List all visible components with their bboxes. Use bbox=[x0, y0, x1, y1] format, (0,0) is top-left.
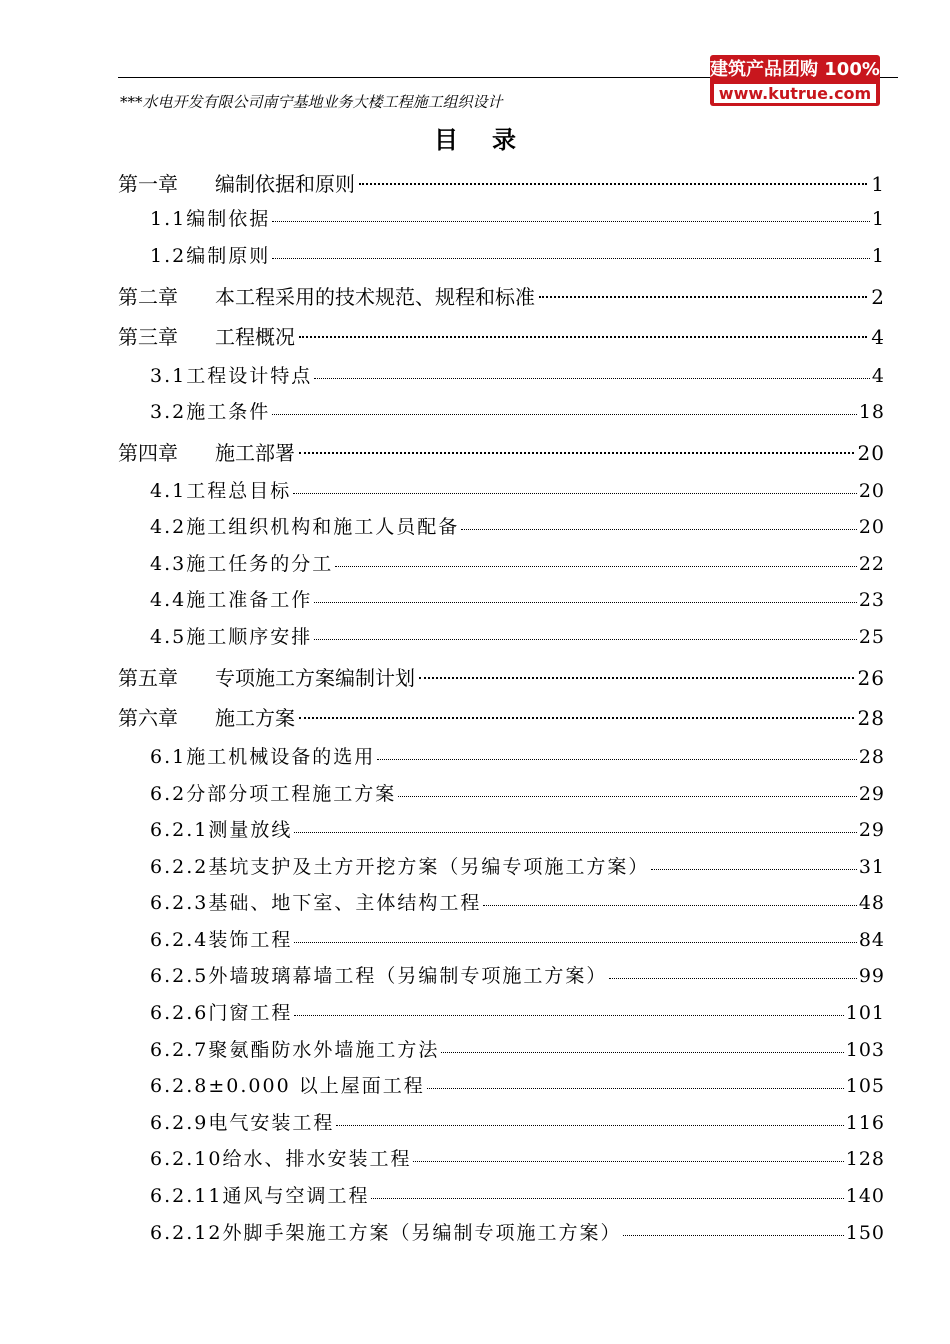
toc-chapter-entry[interactable] bbox=[118, 702, 885, 731]
dot-leader bbox=[293, 493, 857, 494]
toc-entry-title: 分部分项工程施工方案 bbox=[186, 783, 397, 805]
toc-entry-number: 1.2 bbox=[150, 245, 187, 267]
toc-entry-number: 6.2.1 bbox=[150, 819, 209, 841]
toc-entry-number: 6.2.11 bbox=[150, 1185, 223, 1207]
toc-section-entry[interactable] bbox=[150, 512, 885, 539]
toc-entry-title: 施工方案 bbox=[215, 706, 295, 730]
dot-leader bbox=[623, 1235, 843, 1236]
toc-chapter-entry[interactable] bbox=[118, 281, 885, 310]
toc-entry-number: 6.2.5 bbox=[150, 965, 209, 987]
toc-section-entry[interactable] bbox=[150, 476, 885, 503]
toc-page-number: 28 bbox=[858, 746, 885, 768]
toc-entry-title: 通风与空调工程 bbox=[222, 1185, 370, 1207]
toc-entry-number: 3.1 bbox=[150, 365, 187, 387]
toc-entry-title: 门窗工程 bbox=[208, 1002, 293, 1024]
toc-section-entry[interactable] bbox=[150, 241, 885, 268]
toc-entry-number: 6.2.8 bbox=[150, 1075, 209, 1097]
toc-page-number: 29 bbox=[858, 783, 885, 805]
toc-entry-number: 4.5 bbox=[150, 626, 187, 648]
toc-entry-number: 第一章 bbox=[118, 172, 178, 196]
toc-entry-number: 6.2.9 bbox=[150, 1112, 209, 1134]
dot-leader bbox=[651, 869, 856, 870]
toc-entry-number: 6.2.10 bbox=[150, 1148, 223, 1170]
dot-leader bbox=[314, 639, 857, 640]
dot-leader bbox=[299, 452, 854, 454]
toc-section-entry[interactable] bbox=[150, 549, 885, 576]
toc-entry-title: 工程概况 bbox=[215, 325, 295, 349]
dot-leader bbox=[398, 796, 857, 797]
toc-entry-number: 6.2.12 bbox=[150, 1222, 223, 1244]
dot-leader bbox=[272, 414, 857, 415]
toc-section-entry[interactable] bbox=[150, 1108, 885, 1135]
toc-entry-number: 4.4 bbox=[150, 589, 187, 611]
toc-entry-number: 第五章 bbox=[118, 666, 178, 690]
toc-section-entry[interactable] bbox=[150, 888, 885, 915]
toc-section-entry[interactable] bbox=[150, 1144, 885, 1171]
toc-entry-title: 编制依据和原则 bbox=[215, 172, 355, 196]
toc-page-number: 99 bbox=[858, 965, 885, 987]
toc-section-entry[interactable] bbox=[150, 925, 885, 952]
toc-page-number: 103 bbox=[845, 1039, 885, 1061]
toc-section-entry[interactable] bbox=[150, 779, 885, 806]
toc-page-number: 26 bbox=[857, 666, 885, 690]
toc-entry-title: 外墙玻璃幕墙工程（另编制专项施工方案） bbox=[208, 965, 608, 987]
toc-section-entry[interactable] bbox=[150, 1035, 885, 1062]
toc-entry-number: 第四章 bbox=[118, 441, 178, 465]
toc-entry-title: 施工部署 bbox=[215, 441, 295, 465]
toc-page-number: 25 bbox=[858, 626, 885, 648]
toc-entry-title: 施工顺序安排 bbox=[186, 626, 313, 648]
toc-section-entry[interactable] bbox=[150, 585, 885, 612]
toc-page-number: 105 bbox=[845, 1075, 885, 1097]
toc-page-number: 1 bbox=[871, 245, 885, 267]
toc-page-number: 23 bbox=[858, 589, 885, 611]
toc-chapter-entry[interactable] bbox=[118, 321, 885, 350]
dot-leader bbox=[272, 258, 870, 259]
dot-leader bbox=[419, 677, 854, 679]
page-title: 目录 bbox=[434, 126, 550, 154]
toc-section-entry[interactable] bbox=[150, 622, 885, 649]
dot-leader bbox=[314, 602, 857, 603]
dot-leader bbox=[371, 1198, 843, 1199]
toc-entry-number: 3.2 bbox=[150, 401, 187, 423]
toc-entry-number: 6.2.4 bbox=[150, 929, 209, 951]
stamp-line-1: 建筑产品团购 100%正品 bbox=[710, 59, 916, 80]
toc-section-entry[interactable] bbox=[150, 998, 885, 1025]
toc-page-number: 18 bbox=[858, 401, 885, 423]
dot-leader bbox=[483, 905, 856, 906]
dot-leader bbox=[335, 566, 857, 567]
toc-entry-title: 专项施工方案编制计划 bbox=[215, 666, 415, 690]
toc-page-number: 128 bbox=[845, 1148, 885, 1170]
toc-entry-title: 给水、排水安装工程 bbox=[222, 1148, 412, 1170]
toc-entry-title: 施工组织机构和施工人员配备 bbox=[186, 516, 460, 538]
dot-leader bbox=[609, 978, 856, 979]
toc-page-number: 28 bbox=[857, 706, 885, 730]
toc-chapter-entry[interactable] bbox=[118, 437, 885, 466]
toc-page-number: 84 bbox=[858, 929, 885, 951]
dot-leader bbox=[294, 1015, 843, 1016]
toc-entry-number: 第六章 bbox=[118, 706, 178, 730]
toc-page-number: 29 bbox=[858, 819, 885, 841]
toc-section-entry[interactable] bbox=[150, 852, 885, 879]
dot-leader bbox=[359, 183, 867, 185]
toc-page-number: 150 bbox=[845, 1222, 885, 1244]
toc-page-number: 101 bbox=[845, 1002, 885, 1024]
toc-entry-number: 4.2 bbox=[150, 516, 187, 538]
toc-entry-title: 基坑支护及土方开挖方案（另编专项施工方案） bbox=[208, 856, 650, 878]
toc-page-number: 22 bbox=[858, 553, 885, 575]
toc-entry-number: 1.1 bbox=[150, 208, 187, 230]
toc-page-number: 116 bbox=[845, 1112, 885, 1134]
dot-leader bbox=[299, 336, 867, 338]
dot-leader bbox=[413, 1161, 843, 1162]
stamp-line-2: www.kutrue.com bbox=[714, 84, 876, 103]
toc-entry-title: 施工准备工作 bbox=[186, 589, 313, 611]
toc-page-number: 20 bbox=[857, 441, 885, 465]
dot-leader bbox=[299, 717, 854, 719]
toc-entry-title: 本工程采用的技术规范、规程和标准 bbox=[215, 285, 535, 309]
toc-section-entry[interactable] bbox=[150, 1071, 885, 1098]
dot-leader bbox=[427, 1088, 844, 1089]
toc-section-entry[interactable] bbox=[150, 1218, 885, 1245]
toc-page-number: 4 bbox=[871, 325, 885, 349]
toc-section-entry[interactable] bbox=[150, 961, 885, 988]
dot-leader bbox=[272, 221, 870, 222]
toc-chapter-entry[interactable] bbox=[118, 168, 885, 197]
toc-section-entry[interactable] bbox=[150, 815, 885, 842]
toc-entry-number: 4.1 bbox=[150, 480, 187, 502]
toc-entry-number: 6.2.2 bbox=[150, 856, 209, 878]
toc-entry-number: 6.2 bbox=[150, 783, 187, 805]
toc-section-entry[interactable] bbox=[150, 204, 885, 231]
toc-entry-title: 编制原则 bbox=[186, 245, 271, 267]
toc-entry-title: 施工条件 bbox=[186, 401, 271, 423]
toc-entry-title: 施工任务的分工 bbox=[186, 553, 334, 575]
toc-entry-number: 第二章 bbox=[118, 285, 178, 309]
toc-page-number: 140 bbox=[845, 1185, 885, 1207]
dot-leader bbox=[294, 942, 856, 943]
toc-page-number: 20 bbox=[858, 516, 885, 538]
toc-entry-title: 基础、地下室、主体结构工程 bbox=[208, 892, 482, 914]
dot-leader bbox=[377, 759, 857, 760]
toc-entry-title: 测量放线 bbox=[208, 819, 293, 841]
toc-page-number: 4 bbox=[871, 365, 885, 387]
toc-chapter-entry[interactable] bbox=[118, 662, 885, 691]
toc-entry-title: 电气安装工程 bbox=[208, 1112, 335, 1134]
toc-entry-number: 6.2.6 bbox=[150, 1002, 209, 1024]
toc-section-entry[interactable] bbox=[150, 397, 885, 424]
toc-entry-title: 施工机械设备的选用 bbox=[186, 746, 376, 768]
toc-entry-number: 4.3 bbox=[150, 553, 187, 575]
toc-entry-title: ±0.000 以上屋面工程 bbox=[208, 1075, 425, 1097]
toc-page-number: 1 bbox=[871, 172, 885, 196]
toc-page-number: 48 bbox=[858, 892, 885, 914]
running-header: ***水电开发有限公司南宁基地业务大楼工程施工组织设计 bbox=[120, 93, 503, 111]
dot-leader bbox=[461, 529, 857, 530]
toc-entry-number: 第三章 bbox=[118, 325, 178, 349]
toc-entry-number: 6.2.3 bbox=[150, 892, 209, 914]
toc-entry-number: 6.1 bbox=[150, 746, 187, 768]
toc-page-number: 1 bbox=[871, 208, 885, 230]
toc-entry-title: 工程设计特点 bbox=[186, 365, 313, 387]
dot-leader bbox=[314, 378, 870, 379]
dot-leader bbox=[336, 1125, 843, 1126]
toc-section-entry[interactable] bbox=[150, 1181, 885, 1208]
toc-entry-title: 编制依据 bbox=[186, 208, 271, 230]
toc-entry-number: 6.2.7 bbox=[150, 1039, 209, 1061]
toc-page-number: 31 bbox=[858, 856, 885, 878]
toc-entry-title: 外脚手架施工方案（另编制专项施工方案） bbox=[222, 1222, 622, 1244]
toc-section-entry[interactable] bbox=[150, 361, 885, 388]
toc-entry-title: 装饰工程 bbox=[208, 929, 293, 951]
toc-page-number: 20 bbox=[858, 480, 885, 502]
dot-leader bbox=[441, 1052, 843, 1053]
toc-entry-title: 工程总目标 bbox=[186, 480, 292, 502]
toc-section-entry[interactable] bbox=[150, 742, 885, 769]
dot-leader bbox=[294, 832, 856, 833]
toc-entry-title: 聚氨酯防水外墙施工方法 bbox=[208, 1039, 440, 1061]
toc-page-number: 2 bbox=[871, 285, 885, 309]
dot-leader bbox=[539, 296, 867, 298]
